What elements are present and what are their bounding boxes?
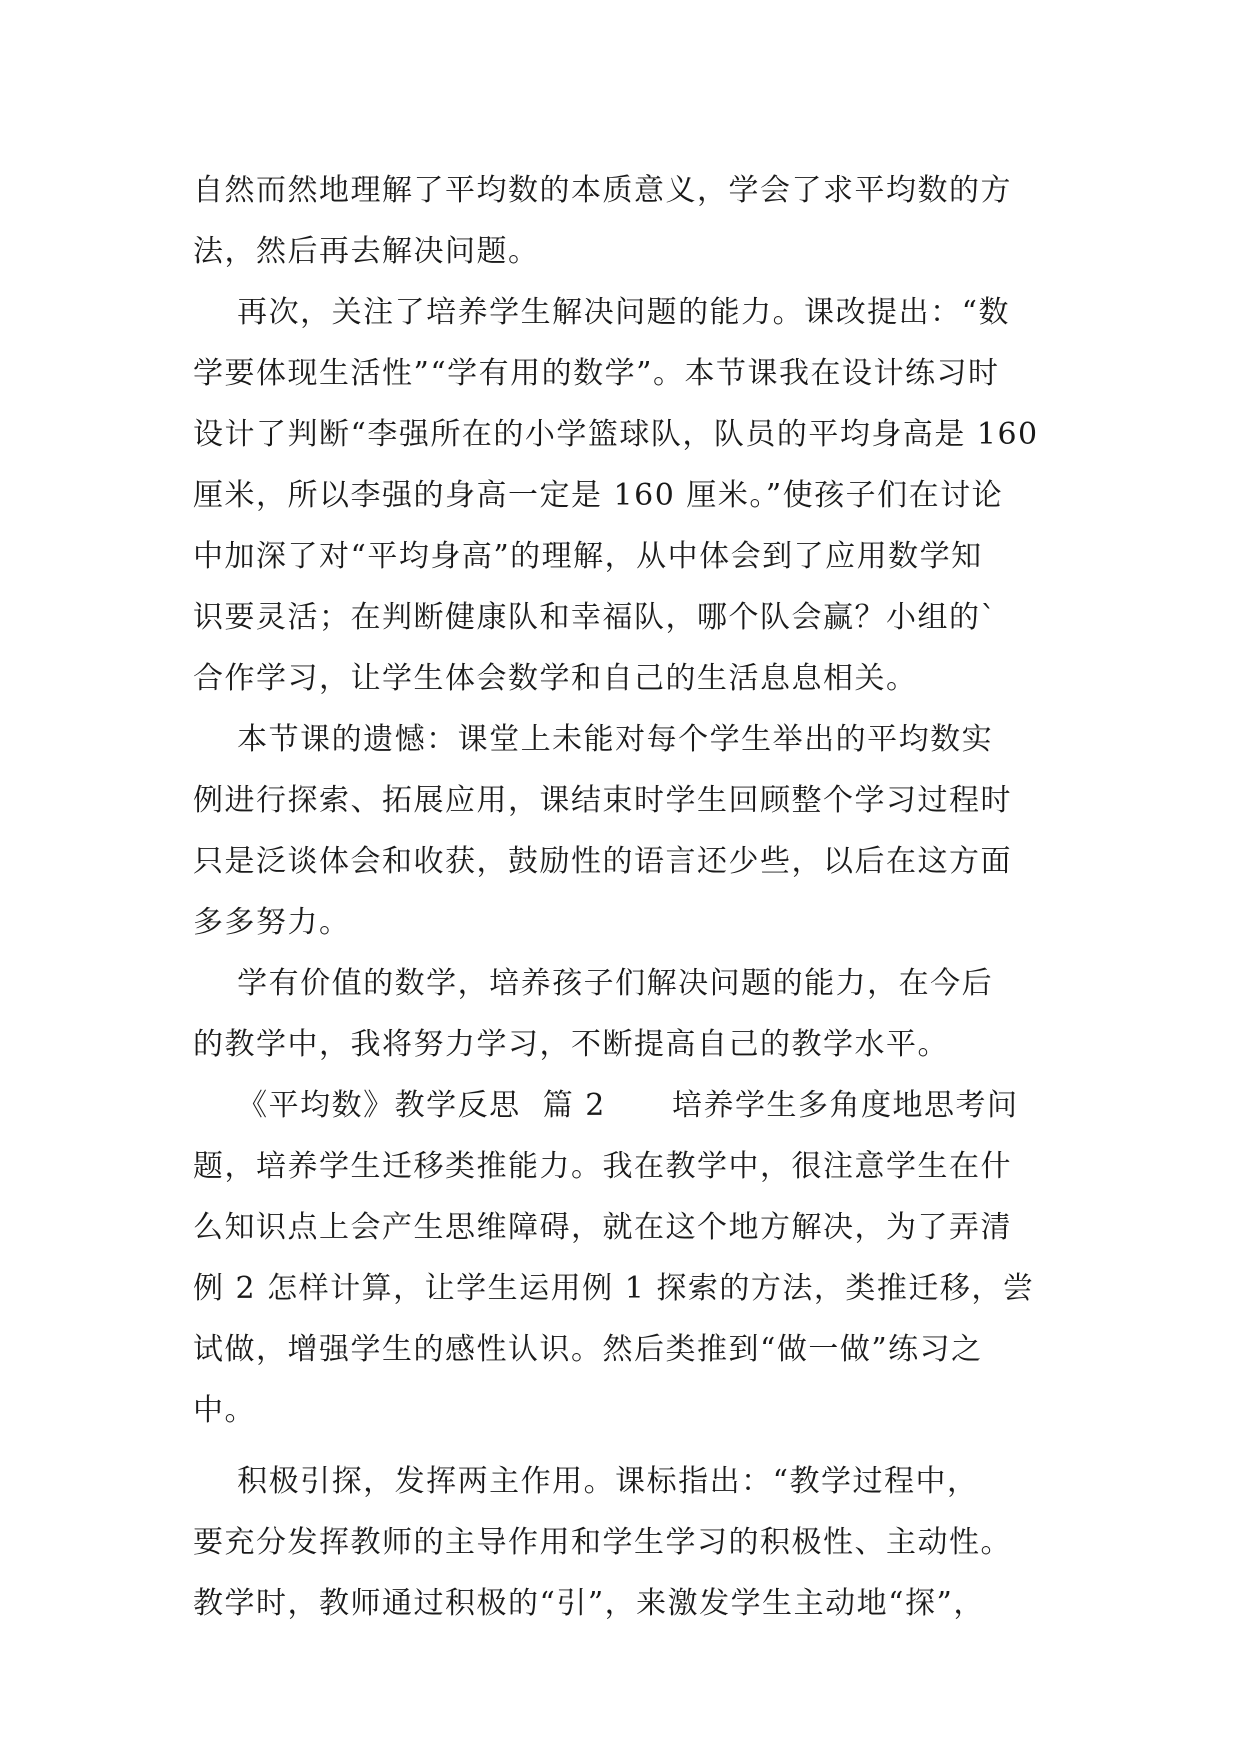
text-line: 教学时，教师通过积极的“引”，来激发学生主动地“探”， <box>193 1586 985 1621</box>
text-line: 积极引探，发挥两主作用。课标指出：“教学过程中， <box>193 1464 979 1499</box>
document-body <box>193 160 1073 1634</box>
paragraph-gap <box>193 1441 1073 1451</box>
text-line: 设计了判断“李强所在的小学篮球队，队员的平均身高是 160 <box>193 417 1039 452</box>
text-line: 例进行探索、拓展应用，课结束时学生回顾整个学习过程时 <box>193 783 1012 818</box>
text-line: 中。 <box>193 1393 256 1428</box>
text-line: 学有价值的数学，培养孩子们解决问题的能力，在今后 <box>193 966 994 1001</box>
text-line: 本节课的遗憾：课堂上未能对每个学生举出的平均数实 <box>193 722 994 757</box>
text-line: 中加深了对“平均身高”的理解，从中体会到了应用数学知 <box>193 539 983 574</box>
text-line: 只是泛谈体会和收获，鼓励性的语言还少些，以后在这方面 <box>193 844 1012 879</box>
text-line: 再次，关注了培养学生解决问题的能力。课改提出：“数 <box>193 295 1010 330</box>
text-line: 多多努力。 <box>193 905 351 940</box>
text-line: 《平均数》教学反思 篇 2 培养学生多角度地思考问 <box>193 1088 1019 1123</box>
text-line: 合作学习，让学生体会数学和自己的生活息息相关。 <box>193 661 918 696</box>
text-line: 识要灵活；在判断健康队和幸福队，哪个队会赢？小组的` <box>193 600 997 635</box>
text-line: 学要体现生活性”“学有用的数学”。本节课我在设计练习时 <box>193 356 1000 391</box>
text-line: 法，然后再去解决问题。 <box>193 234 540 269</box>
text-line: 试做，增强学生的感性认识。然后类推到“做一做”练习之 <box>193 1332 983 1367</box>
text-line: 题，培养学生迁移类推能力。我在教学中，很注意学生在什 <box>193 1149 1012 1184</box>
text-line: 厘米，所以李强的身高一定是 160 厘米。”使孩子们在讨论 <box>193 478 1004 513</box>
text-line: 例 2 怎样计算，让学生运用例 1 探索的方法，类推迁移，尝 <box>193 1271 1035 1306</box>
text-line: 要充分发挥教师的主导作用和学生学习的积极性、主动性。 <box>193 1525 1012 1560</box>
text-line: 么知识点上会产生思维障碍，就在这个地方解决，为了弄清 <box>193 1210 1012 1245</box>
text-line: 的教学中，我将努力学习，不断提高自己的教学水平。 <box>193 1027 949 1062</box>
text-line: 自然而然地理解了平均数的本质意义，学会了求平均数的方 <box>193 173 1012 208</box>
